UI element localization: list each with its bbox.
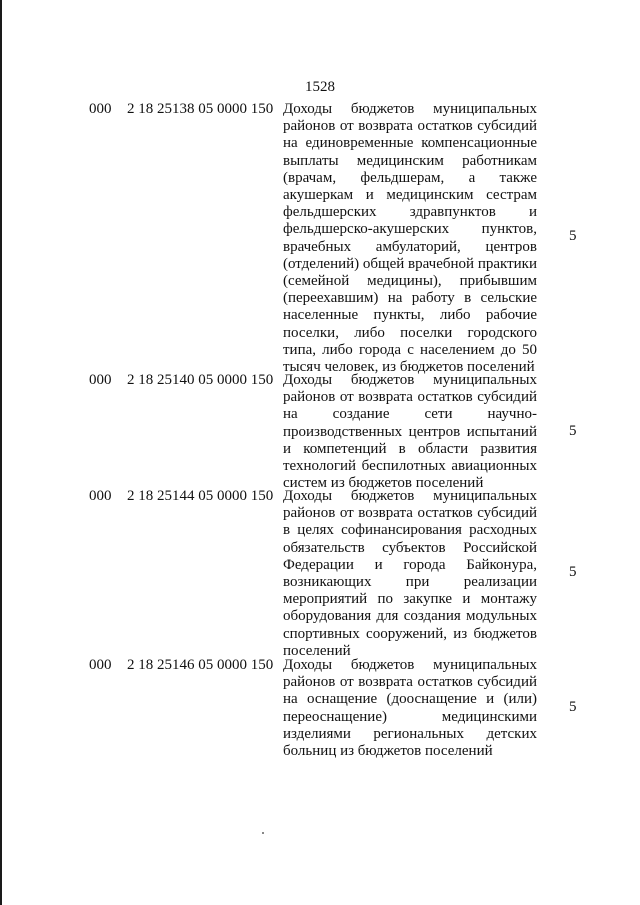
admin-code: 000	[89, 657, 112, 673]
norm-value: 5	[569, 564, 577, 580]
income-description: Доходы бюджетов муниципальных районов от возврата остатков субсидий на создание сети научно-производственных центров испытаний и компетенций в области развития технологий беспилотных авиационных систем из бюджетов поселений	[283, 372, 537, 492]
admin-code: 000	[89, 101, 112, 117]
norm-value: 5	[569, 423, 577, 439]
income-description: Доходы бюджетов муниципальных районов от возврата остатков субсидий на единовременные компенсационные выплаты медицинским работникам (врачам, фельдшерам, а также акушеркам и медицинским сестрам фельдшерских здравпунктов и фельдшерско-акушерских пунктов, врачебных амбулаторий, центров (отделений) общей врачебной практики (семейной медицины), прибывшим (переехавшим) на работу в сельские населенные пункты, либо рабочие поселки, либо поселки городского типа, либо города с населением до 50 тысяч человек, из бюджетов поселений	[283, 101, 537, 376]
budget-classification-code: 2 18 25146 05 0000 150	[127, 657, 274, 673]
norm-value: 5	[569, 228, 577, 244]
scan-speck	[262, 832, 264, 834]
income-description: Доходы бюджетов муниципальных районов от возврата остатков субсидий на оснащение (дооснащение и (или) переоснащение) медицинскими изделиями региональных детских больниц из бюджетов поселений	[283, 657, 537, 760]
admin-code: 000	[89, 372, 112, 388]
budget-classification-code: 2 18 25144 05 0000 150	[127, 488, 274, 504]
income-description: Доходы бюджетов муниципальных районов от возврата остатков субсидий в целях софинансирования расходных обязательств субъектов Российской Федерации и города Байконура, возникающих при реализации мероприятий по закупке и монтажу оборудования для создания модульных спортивных сооружений, из бюджетов поселений	[283, 488, 537, 659]
page-left-border	[0, 0, 2, 905]
budget-classification-code: 2 18 25140 05 0000 150	[127, 372, 274, 388]
budget-classification-code: 2 18 25138 05 0000 150	[127, 101, 274, 117]
norm-value: 5	[569, 699, 577, 715]
admin-code: 000	[89, 488, 112, 504]
page-number: 1528	[305, 79, 335, 95]
